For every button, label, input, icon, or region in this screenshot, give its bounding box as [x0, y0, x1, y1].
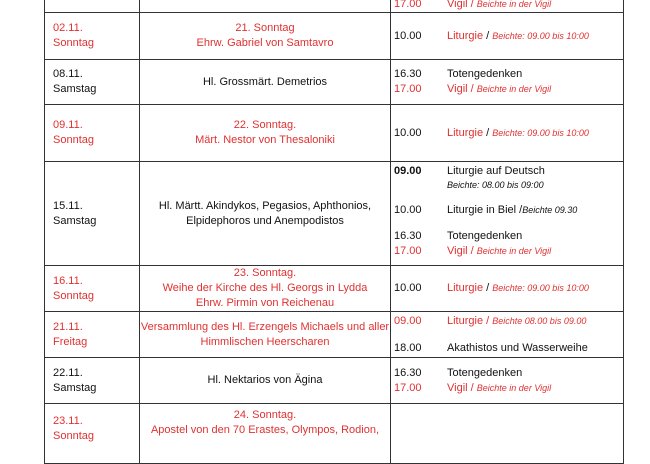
confession-note: Beichte in der Vigil [476, 0, 552, 9]
service-time: 09.00 [394, 314, 422, 327]
times-cell [391, 0, 624, 13]
confession-note: Beichte 08.00 bis 09.00 [492, 315, 587, 326]
times-cell [391, 266, 624, 312]
times-cell [391, 13, 624, 60]
service-time: 16.30 [394, 366, 422, 379]
service-entry [391, 203, 623, 218]
table-row [45, 60, 624, 105]
date: 16.11. [53, 274, 83, 287]
date-cell [45, 0, 140, 13]
times-cell [391, 358, 624, 404]
confession-note: Beichte: 09.00 bis 10:00 [492, 30, 589, 41]
feast-cell [140, 404, 391, 464]
table-row [45, 162, 624, 266]
service-name: Liturgie [447, 29, 484, 42]
feast-line: Hl. Nektarios von Ägina [207, 374, 323, 386]
date-cell [45, 358, 140, 404]
date: 23.11. [53, 415, 83, 427]
date: 22.11. [53, 366, 83, 379]
schedule-table [44, 0, 624, 464]
date: 09.11. [53, 119, 83, 131]
schedule-page [44, 0, 612, 442]
service-entry [391, 381, 623, 396]
service-time: 17.00 [394, 245, 422, 257]
table-row [45, 105, 624, 162]
weekday: Samstag [53, 83, 97, 95]
feast-cell [140, 162, 391, 266]
weekday: Sonntag [53, 134, 94, 146]
date-cell [45, 266, 140, 312]
service-entry [391, 314, 623, 329]
weekday: Samstag [53, 214, 97, 227]
confession-note: Beichte in der Vigil [476, 246, 552, 256]
table-row [45, 312, 624, 358]
feast-line: 23. Sonntag. [233, 267, 297, 279]
service-name: Liturgie [447, 282, 484, 294]
service-name: Liturgie [447, 126, 484, 139]
service-entry [391, 366, 623, 381]
service-entry [391, 126, 623, 141]
service-entry [391, 229, 623, 244]
weekday: Sonntag [53, 289, 94, 302]
feast-cell [140, 60, 391, 105]
service-name: Liturgie auf Deutsch [447, 165, 545, 177]
weekday: Samstag [53, 381, 97, 394]
table-row [45, 0, 624, 13]
table-row [45, 358, 624, 404]
date: 08.11. [53, 68, 83, 80]
service-time: 16.30 [394, 230, 422, 242]
weekday: Sonntag [53, 430, 94, 442]
date-cell [45, 60, 140, 105]
table-row [45, 266, 624, 312]
feast-cell [140, 266, 391, 312]
service-entry [391, 29, 623, 44]
service-name: Totengedenken [447, 68, 523, 80]
separator: / [470, 83, 474, 95]
table-row [45, 404, 624, 464]
separator: / [486, 282, 490, 294]
service-time: 10.00 [394, 204, 422, 216]
service-time: 10.00 [394, 282, 422, 294]
separator: / [486, 29, 490, 42]
separator: / [486, 314, 490, 327]
separator: / [486, 126, 490, 139]
service-name: Totengedenken [447, 366, 523, 379]
service-name: Vigil [447, 0, 468, 10]
feast-line: Himmlischen Heerscharen [200, 335, 330, 348]
service-name: Vigil [447, 83, 468, 95]
service-time: 17.00 [394, 83, 422, 95]
weekday: Freitag [53, 335, 88, 348]
service-name: Akathistos und Wasserweihe [447, 341, 588, 354]
feast-line: Ehrw. Pirmin von Reichenau [195, 297, 335, 309]
service-entry [391, 341, 623, 356]
confession-note: Beichte: 08.00 bis 09:00 [447, 180, 544, 190]
service-entry [391, 67, 623, 82]
date-cell [45, 312, 140, 358]
service-entry [391, 82, 623, 97]
weekday: Sonntag [53, 37, 94, 49]
separator: / [470, 245, 474, 257]
date: 15.11. [53, 199, 83, 212]
service-time: 10.00 [394, 29, 422, 42]
service-entry [391, 281, 623, 296]
date-cell [45, 105, 140, 162]
confession-note: Beichte in der Vigil [476, 382, 552, 393]
times-cell [391, 312, 624, 358]
separator: / [470, 381, 474, 394]
service-entry [391, 0, 623, 12]
service-name: Totengedenken [447, 230, 523, 242]
feast-cell [140, 105, 391, 162]
feast-cell [140, 312, 391, 358]
service-name: Liturgie in Biel / [447, 204, 523, 216]
feast-line: 21. Sonntag [235, 22, 295, 34]
confession-note: Beichte in der Vigil [476, 84, 552, 94]
confession-note: Beichte: 09.00 bis 10:00 [492, 127, 589, 138]
service-time: 10.00 [394, 126, 422, 139]
times-cell [391, 162, 624, 266]
service-entry [391, 164, 623, 191]
service-name: Vigil [447, 245, 468, 257]
feast-line: Versammlung des Hl. Erzengels Michaels und aller [140, 320, 390, 333]
service-name: Vigil [447, 381, 468, 394]
service-time: 17.00 [394, 381, 422, 394]
feast-line: 24. Sonntag. [233, 409, 297, 421]
confession-note: Beichte: 09.00 bis 10:00 [492, 283, 589, 293]
service-time: 18.00 [394, 341, 422, 354]
feast-line: Weihe der Kirche des Hl. Georgs in Lydda [162, 282, 368, 294]
feast-cell [140, 0, 391, 13]
date-cell [45, 162, 140, 266]
separator: / [470, 0, 474, 10]
times-cell [391, 60, 624, 105]
date: 02.11. [53, 22, 83, 34]
service-time: 09.00 [394, 165, 422, 177]
feast-line: Apostel von den 70 Erastes, Olympos, Rodion, [150, 424, 380, 436]
service-name: Liturgie [447, 314, 484, 327]
table-row [45, 13, 624, 60]
feast-cell [140, 358, 391, 404]
feast-cell [140, 13, 391, 60]
date-cell [45, 13, 140, 60]
service-time: 16.30 [394, 68, 422, 80]
service-entry [391, 244, 623, 259]
feast-line: Hl. Grossmärt. Demetrios [202, 75, 328, 88]
feast-line: Märt. Nestor von Thesaloniki [195, 134, 335, 146]
service-time: 17.00 [394, 0, 422, 10]
date: 21.11. [53, 320, 83, 333]
feast-line: Ehrw. Gabriel von Samtavro [196, 37, 334, 49]
feast-line: 22. Sonntag. [233, 119, 297, 131]
times-cell [391, 404, 624, 464]
date-cell [45, 404, 140, 464]
feast-line: Hl. Märtt. Akindykos, Pegasios, Aphthonios, [158, 199, 372, 212]
times-cell [391, 105, 624, 162]
feast-line: Elpidephoros und Anempodistos [186, 214, 344, 227]
confession-note: Beichte 09.30 [522, 205, 578, 215]
